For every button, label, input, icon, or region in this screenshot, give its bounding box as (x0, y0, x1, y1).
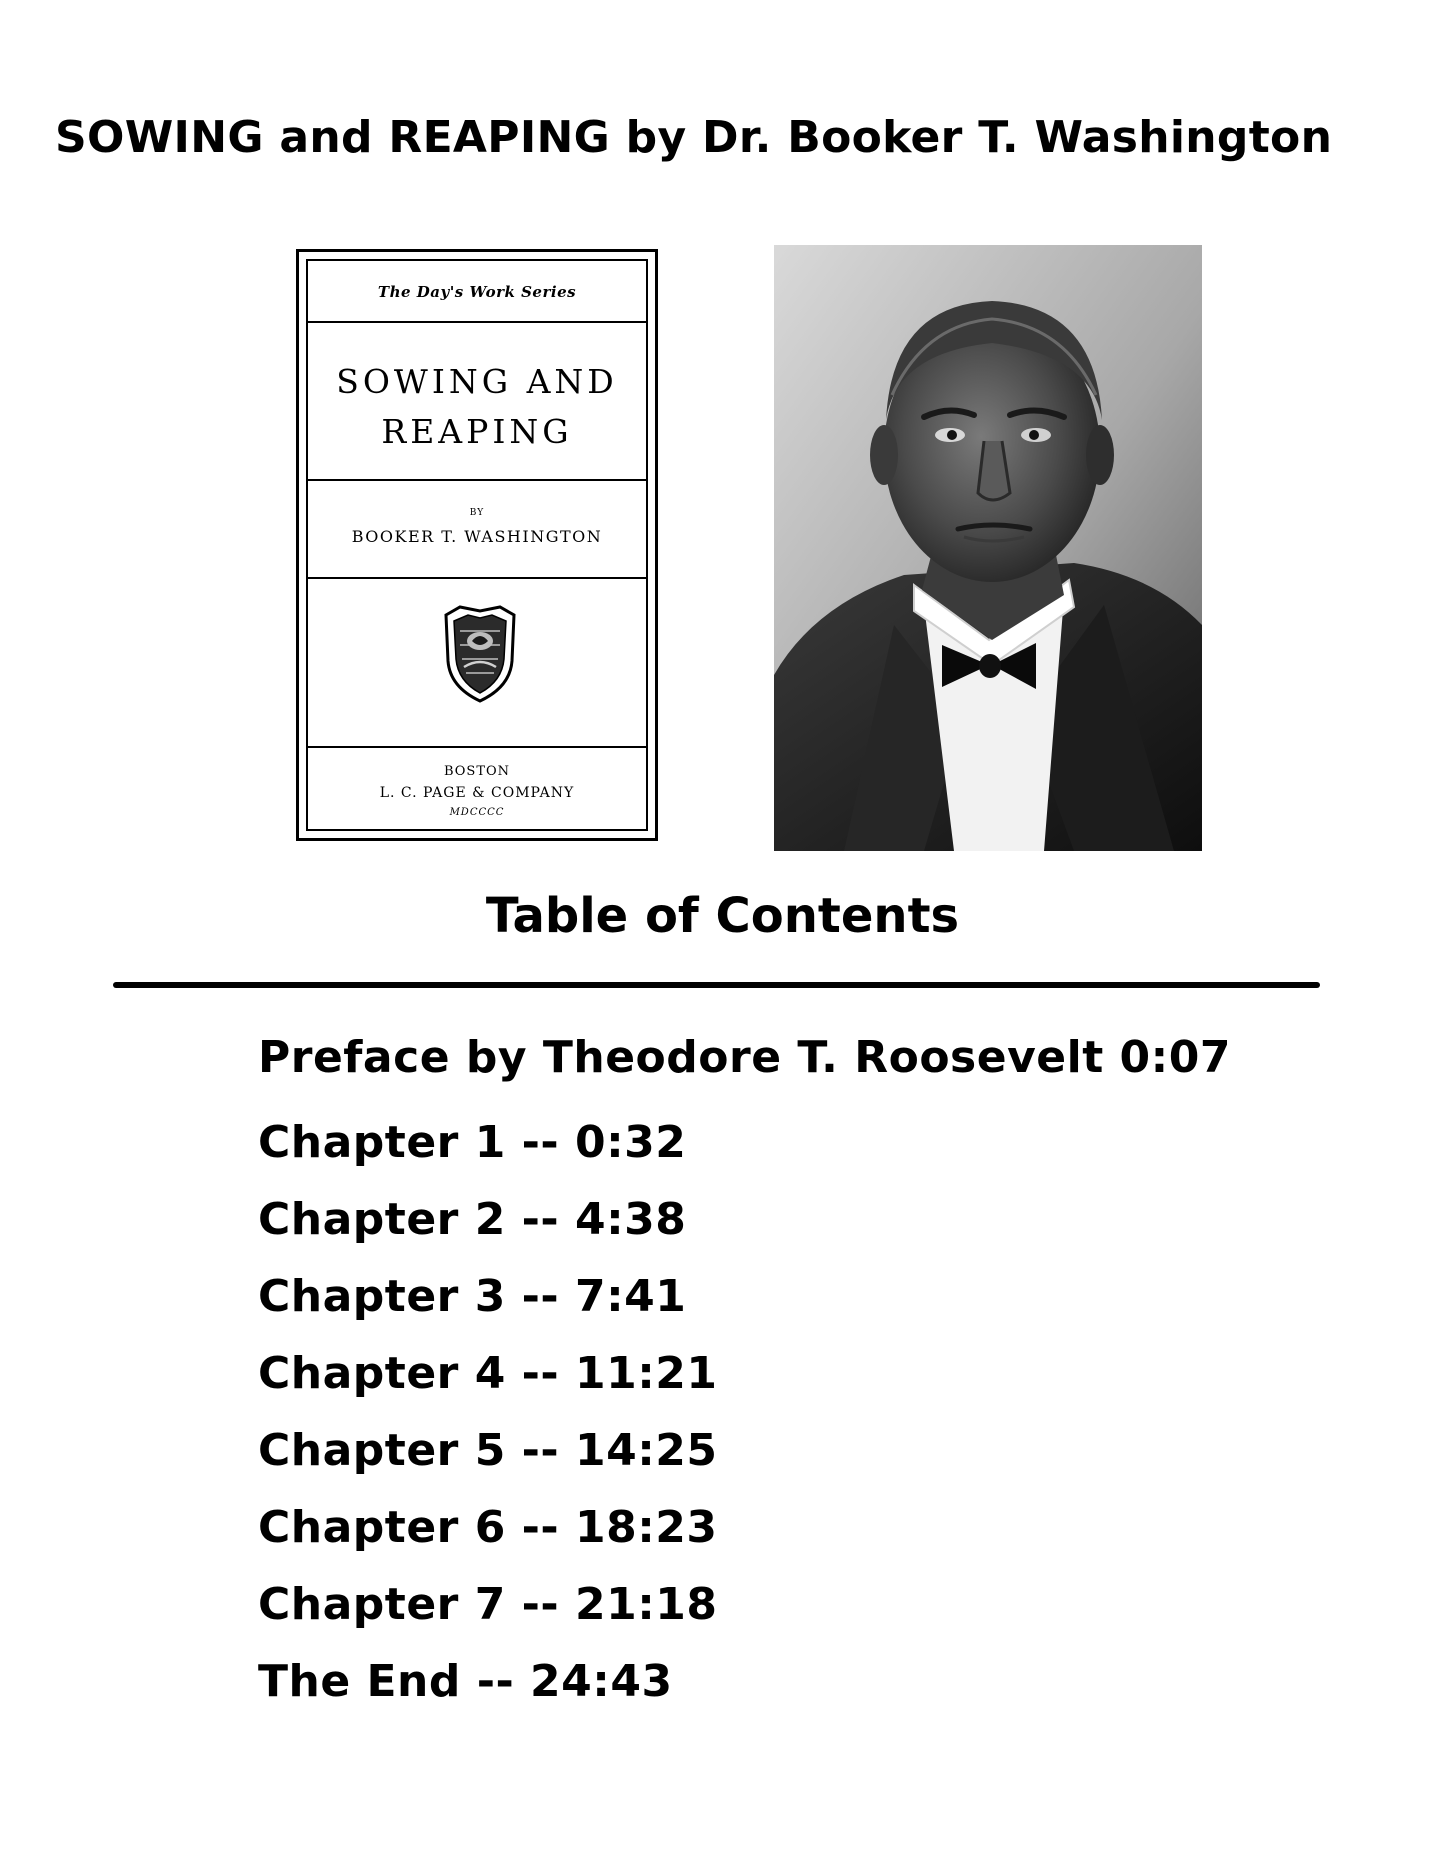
author-label: BOOKER T. WASHINGTON (351, 527, 603, 546)
publisher-label: L. C. PAGE & COMPANY (379, 785, 575, 801)
toc-heading: Table of Contents (485, 888, 960, 944)
by-label: BY (469, 508, 485, 518)
book-title-line-1: SOWING AND (336, 362, 618, 401)
book-title-line-2: REAPING (381, 412, 573, 451)
cover-divider (308, 746, 646, 748)
series-label: The Day's Work Series (377, 283, 577, 301)
toc-entry-chapter-2: Chapter 2 -- 4:38 (258, 1194, 687, 1245)
toc-entry-chapter-6: Chapter 6 -- 18:23 (258, 1502, 718, 1553)
toc-entry-the-end: The End -- 24:43 (258, 1656, 673, 1707)
page-title: SOWING and REAPING by Dr. Booker T. Washington (55, 112, 1333, 163)
toc-entry-chapter-5: Chapter 5 -- 14:25 (258, 1425, 718, 1476)
toc-list (258, 1016, 1231, 1720)
year-label: MDCCCC (449, 807, 505, 818)
cover-divider (308, 479, 646, 481)
book-cover-image (296, 249, 658, 841)
toc-entry-chapter-1: Chapter 1 -- 0:32 (258, 1117, 687, 1168)
toc-divider (113, 982, 1320, 988)
toc-entry-chapter-4: Chapter 4 -- 11:21 (258, 1348, 718, 1399)
book-title (308, 357, 646, 457)
cover-divider (308, 577, 646, 579)
book-cover-frame (306, 259, 648, 831)
publisher-crest-icon (440, 601, 520, 705)
cover-divider (308, 321, 646, 323)
city-label: BOSTON (443, 764, 511, 779)
toc-entry-chapter-7: Chapter 7 -- 21:18 (258, 1579, 718, 1630)
toc-entry-preface: Preface by Theodore T. Roosevelt 0:07 (258, 1032, 1231, 1083)
portrait-photo (774, 245, 1202, 851)
toc-entry-chapter-3: Chapter 3 -- 7:41 (258, 1271, 687, 1322)
